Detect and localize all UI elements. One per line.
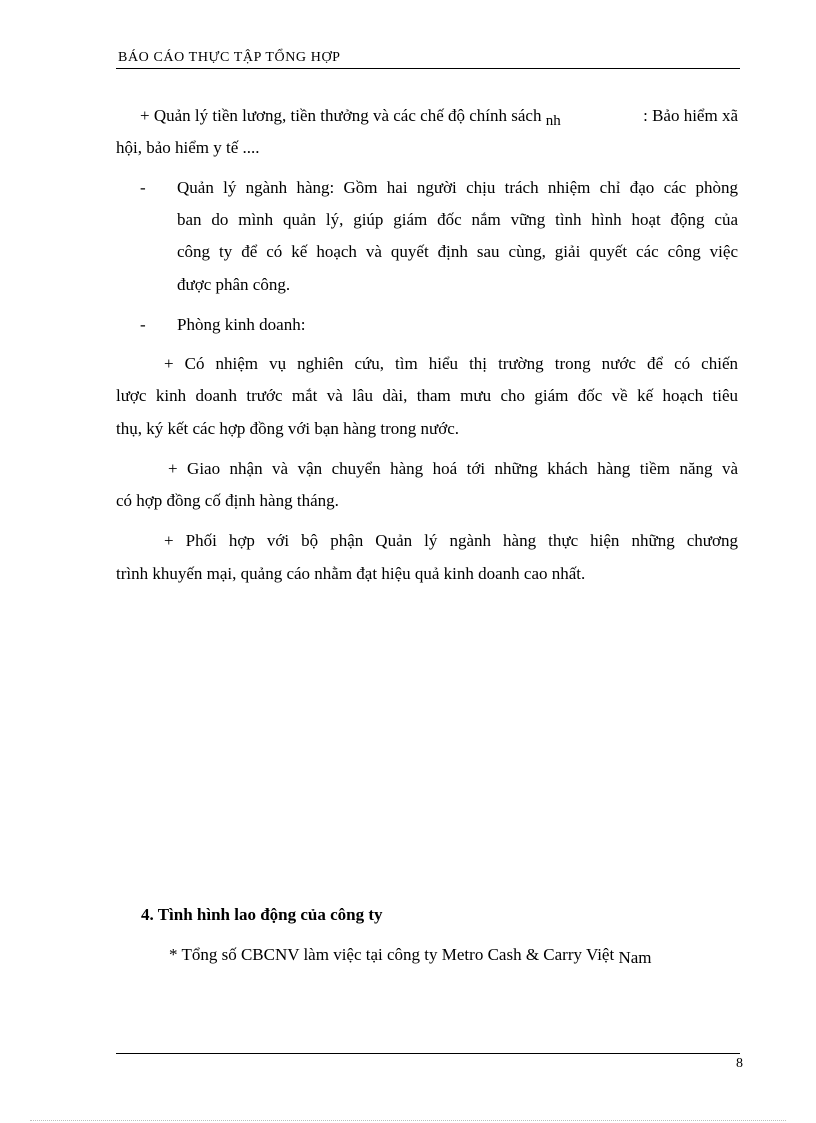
paragraph-text: + Quản lý tiền lương, tiền thưởng và các chế độ chính sách [140, 106, 542, 125]
paragraph-line: hội, bảo hiểm y tế .... [116, 138, 260, 157]
list-dash: - [140, 315, 146, 334]
footer-rule [116, 1053, 740, 1054]
paragraph-line: có hợp đồng cố định hàng tháng. [116, 491, 339, 510]
paragraph-line: trình khuyến mại, quảng cáo nhằm đạt hiệu quả kinh doanh cao nhất. [116, 564, 586, 583]
paragraph-line: + Có nhiệm vụ nghiên cứu, tìm hiểu thị trường trong nước để có chiến [164, 354, 738, 373]
subscript-text: nh [545, 113, 561, 129]
header-title: BÁO CÁO THỰC TẬP TỔNG HỢP [118, 50, 341, 65]
page-header [116, 49, 740, 69]
page-edge-dotted-line [30, 1120, 786, 1121]
section-text-lowered: Nam [618, 948, 652, 967]
section-text: * Tổng số CBCNV làm việc tại công ty Metro Cash & Carry Việt [169, 945, 615, 964]
paragraph-line [140, 106, 738, 127]
list-item-line: được phân công. [177, 275, 291, 294]
list-item-line: ban do mình quản lý, giúp giám đốc nắm vững tình hình hoạt động của [177, 210, 738, 229]
paragraph-line: thụ, ký kết các hợp đồng với bạn hàng trong nước. [116, 419, 460, 438]
paragraph-line: + Phối hợp với bộ phận Quản lý ngành hàng thực hiện những chương [164, 531, 738, 550]
page-number: 8 [736, 1056, 743, 1071]
paragraph-text: : Bảo hiểm xã [643, 106, 738, 125]
paragraph-line: + Giao nhận và vận chuyển hàng hoá tới những khách hàng tiềm năng và [168, 459, 738, 478]
list-item-line: Phòng kinh doanh: [177, 315, 306, 334]
section-line [169, 945, 651, 965]
list-item-line: công ty để có kế hoạch và quyết định sau cùng, giải quyết các công việc [177, 242, 738, 261]
section-heading: 4. Tình hình lao động của công ty [141, 905, 383, 924]
list-dash: - [140, 178, 146, 197]
list-item-line: Quản lý ngành hàng: Gồm hai người chịu trách nhiệm chỉ đạo các phòng [177, 178, 738, 197]
paragraph-line: lược kinh doanh trước mắt và lâu dài, tham mưu cho giám đốc về kế hoạch tiêu [116, 386, 738, 405]
